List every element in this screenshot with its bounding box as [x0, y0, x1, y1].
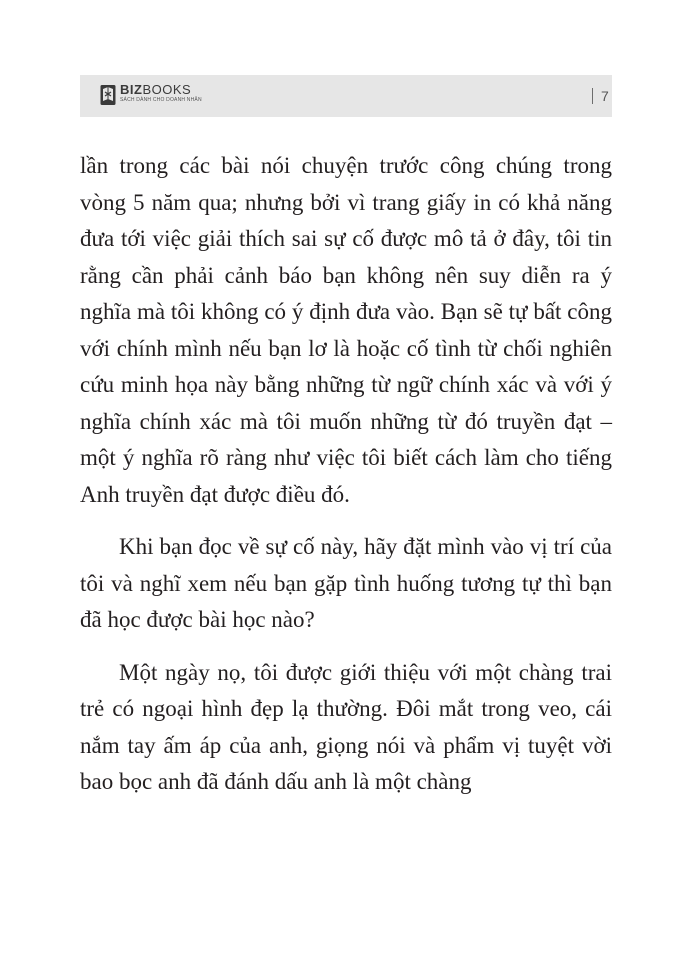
page-body [80, 148, 612, 801]
running-header [80, 75, 612, 117]
logo-tagline: SÁCH DÀNH CHO DOANH NHÂN [120, 97, 202, 103]
paragraph: Khi bạn đọc về sự cố này, hãy đặt mình vào vị trí của tôi và nghĩ xem nếu bạn gặp tình huống tương tự thì bạn đã học được bài học nào? [80, 534, 612, 632]
page-number: 7 [601, 88, 609, 104]
book-logo-icon [100, 84, 116, 106]
bizbooks-logo [100, 82, 202, 112]
paragraph: Một ngày nọ, tôi được giới thiệu với một chàng trai trẻ có ngoại hình đẹp lạ thường. Đôi mắt trong veo, cái nắm tay ấm áp của anh, giọng nói và phẩm vị tuyệt vời bao bọc anh đã đánh dấu anh là một chàng [80, 659, 612, 794]
page-number-divider [592, 88, 593, 104]
logo-name: BIZBOOKS [120, 82, 192, 97]
paragraph-continued: lần trong các bài nói chuyện trước công chúng trong vòng 5 năm qua; nhưng bởi vì trang giấy in có khả năng đưa tới việc giải thích sai sự cố được mô tả ở đây, tôi tin rằng cần phải cảnh báo bạn không nên suy diễn ra ý nghĩa mà tôi không có ý định đưa vào. Bạn sẽ tự bất công với chính mình nếu bạn lơ là hoặc cố tình từ chối nghiên cứu minh họa này bằng những từ ngữ chính xác và với ý nghĩa chính xác mà tôi muốn những từ đó truyền đạt – một ý nghĩa rõ ràng như việc tôi biết cách làm cho tiếng Anh truyền đạt được điều đó. [80, 153, 612, 507]
